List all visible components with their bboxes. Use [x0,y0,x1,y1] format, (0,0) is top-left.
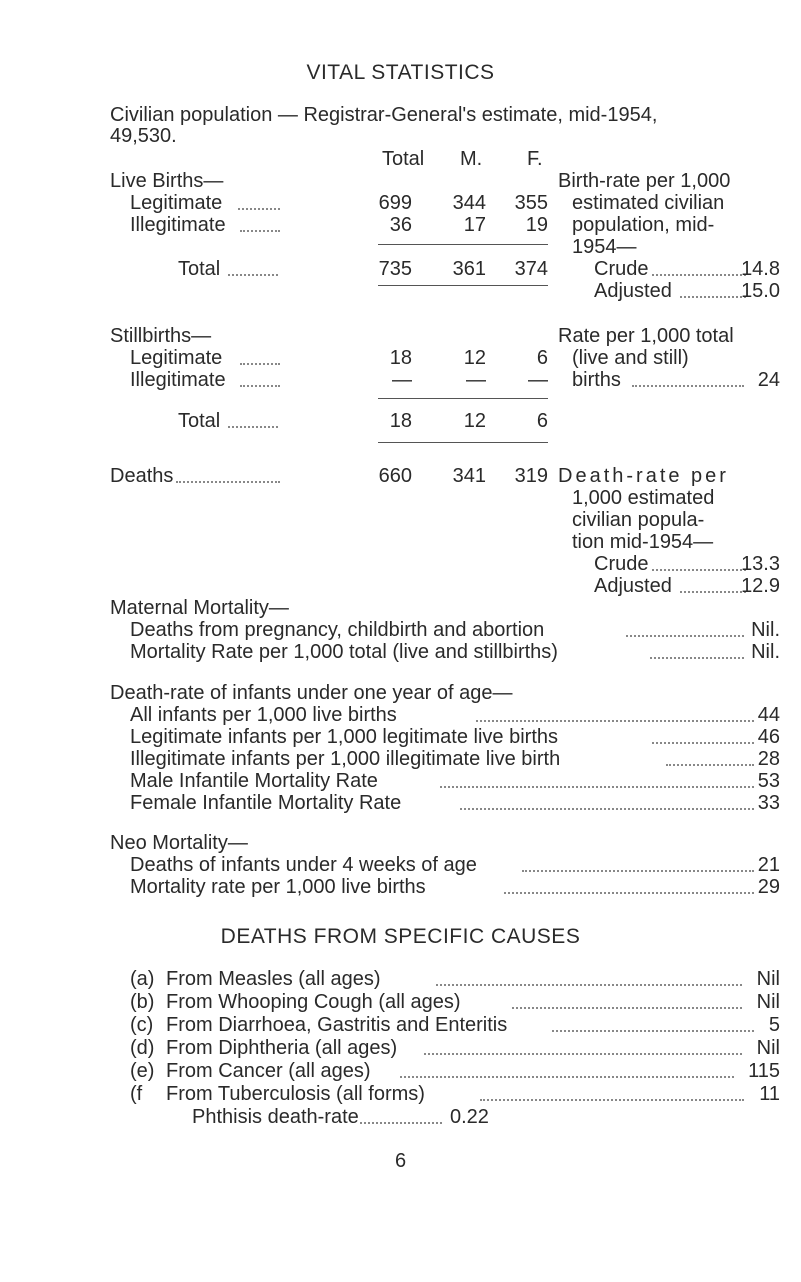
maternal-item-label: Deaths from pregnancy, childbirth and abortion [130,619,545,641]
still-total-label: Total [178,410,221,432]
live-total-total: 735 [378,258,412,280]
still-legit-f: 6 [536,347,548,369]
infant-item-label: Female Infantile Mortality Rate [130,792,402,814]
dot-leader [504,892,754,894]
cause-value: 11 [759,1083,780,1105]
infant-item-label: Illegitimate infants per 1,000 illegitimate live birth [130,748,561,770]
maternal-heading: Maternal Mortality— [110,597,289,619]
dot-leader [424,1053,742,1055]
still-legit-m: 12 [463,347,486,369]
still-illegit-m: — [466,369,486,391]
neo-heading: Neo Mortality— [110,832,248,854]
dot-leader [632,385,744,387]
phthisis-label: Phthisis death-rate [192,1106,359,1128]
still-legit-total: 18 [389,347,412,369]
still-illegit-total: — [392,369,412,391]
infant-item-value: 46 [757,726,780,748]
neo-item-value: 21 [757,854,780,876]
dot-leader [436,984,742,986]
maternal-item-label: Mortality Rate per 1,000 total (live and stillbirths) [130,641,558,663]
stillbirths-heading: Stillbirths— [110,325,212,347]
cause-label: From Diphtheria (all ages) [166,1037,398,1059]
birth-adjusted-value: 15.0 [741,280,780,302]
birth-rate-line-4: 1954— [572,236,637,258]
birth-crude-value: 14.8 [741,258,780,280]
still-rate-value: 24 [757,369,780,391]
death-rate-line-1: Death-rate per [558,465,729,487]
cause-label: From Diarrhoea, Gastritis and Enteritis [166,1014,508,1036]
death-rate-line-2: 1,000 estimated [572,487,715,509]
live-total-f: 374 [514,258,548,280]
birth-rate-line-2: estimated civilian [572,192,725,214]
cause-prefix: (e) [130,1060,155,1082]
birth-adjusted-label: Adjusted [594,280,672,302]
dot-leader [652,274,746,276]
dot-leader [480,1099,744,1101]
table-rule [378,398,548,399]
still-illegit-label: Illegitimate [130,369,226,391]
still-legit-label: Legitimate [130,347,223,369]
death-crude-label: Crude [594,553,649,575]
dot-leader [360,1122,442,1124]
cause-prefix: (a) [130,968,155,990]
still-illegit-f: — [528,369,548,391]
birth-rate-line-1: Birth-rate per 1,000 [558,170,731,192]
live-legit-m: 344 [452,192,486,214]
death-adjusted-value: 12.9 [741,575,780,597]
live-total-label: Total [178,258,221,280]
live-illegit-total: 36 [389,214,412,236]
dot-leader [476,720,754,722]
cause-value: 115 [748,1060,780,1082]
infant-item-value: 44 [757,704,780,726]
infant-item-label: Male Infantile Mortality Rate [130,770,378,792]
death-rate-line-4: tion mid-1954— [572,531,714,553]
column-header-female: F. [527,148,543,170]
live-illegit-label: Illegitimate [130,214,226,236]
death-crude-value: 13.3 [741,553,780,575]
infant-item-value: 28 [757,748,780,770]
still-total-total: 18 [389,410,412,432]
cause-prefix: (c) [130,1014,154,1036]
still-rate-line-1: Rate per 1,000 total [558,325,734,347]
live-births-heading: Live Births— [110,170,224,192]
specific-causes-heading: DEATHS FROM SPECIFIC CAUSES [220,925,581,948]
live-legit-label: Legitimate [130,192,223,214]
live-illegit-m: 17 [463,214,486,236]
dot-leader [440,786,754,788]
cause-prefix: (d) [130,1037,155,1059]
dot-leader [680,591,746,593]
infant-item-label: All infants per 1,000 live births [130,704,397,726]
cause-prefix: (f [130,1083,143,1105]
cause-value: Nil [756,991,780,1013]
page-number: 6 [394,1150,407,1172]
dot-leader [240,385,280,387]
page-title: VITAL STATISTICS [306,61,495,84]
population-line-2: 49,530. [110,125,177,147]
still-total-f: 6 [536,410,548,432]
phthisis-value: 0.22 [450,1106,489,1128]
infant-item-value: 53 [757,770,780,792]
neo-item-label: Mortality rate per 1,000 live births [130,876,426,898]
table-rule [378,285,548,286]
dot-leader [400,1076,734,1078]
dot-leader [680,296,746,298]
live-illegit-f: 19 [525,214,548,236]
cause-prefix: (b) [130,991,155,1013]
dot-leader [228,274,278,276]
dot-leader [238,208,280,210]
maternal-item-value: Nil. [751,641,780,663]
still-rate-line-3: births [572,369,621,391]
birth-rate-line-3: population, mid- [572,214,715,236]
cause-value: Nil [756,968,780,990]
live-legit-total: 699 [378,192,412,214]
neo-item-value: 29 [757,876,780,898]
deaths-total: 660 [378,465,412,487]
cause-value: 5 [768,1014,780,1036]
cause-label: From Tuberculosis (all forms) [166,1083,425,1105]
dot-leader [552,1030,754,1032]
dot-leader [228,426,278,428]
death-rate-line-3: civilian popula- [572,509,705,531]
still-total-m: 12 [463,410,486,432]
cause-value: Nil [756,1037,780,1059]
population-line-1: Civilian population — Registrar-General's estimate, mid-1954, [110,104,658,126]
dot-leader [522,870,754,872]
dot-leader [626,635,744,637]
dot-leader [240,230,280,232]
cause-label: From Cancer (all ages) [166,1060,371,1082]
dot-leader [240,363,280,365]
dot-leader [512,1007,742,1009]
table-rule [378,244,548,245]
infant-item-label: Legitimate infants per 1,000 legitimate live births [130,726,559,748]
deaths-label: Deaths [110,465,174,487]
still-rate-line-2: (live and still) [572,347,689,369]
live-legit-f: 355 [514,192,548,214]
dot-leader [652,569,746,571]
neo-item-label: Deaths of infants under 4 weeks of age [130,854,477,876]
infant-heading: Death-rate of infants under one year of age— [110,682,513,704]
deaths-f: 319 [514,465,548,487]
column-header-male: M. [460,148,483,170]
dot-leader [460,808,754,810]
dot-leader [176,481,280,483]
cause-label: From Measles (all ages) [166,968,381,990]
death-adjusted-label: Adjusted [594,575,672,597]
deaths-m: 341 [452,465,486,487]
infant-item-value: 33 [757,792,780,814]
table-rule [378,442,548,443]
live-total-m: 361 [452,258,486,280]
cause-label: From Whooping Cough (all ages) [166,991,461,1013]
dot-leader [652,742,754,744]
column-header-total: Total [382,148,425,170]
maternal-item-value: Nil. [751,619,780,641]
birth-crude-label: Crude [594,258,649,280]
